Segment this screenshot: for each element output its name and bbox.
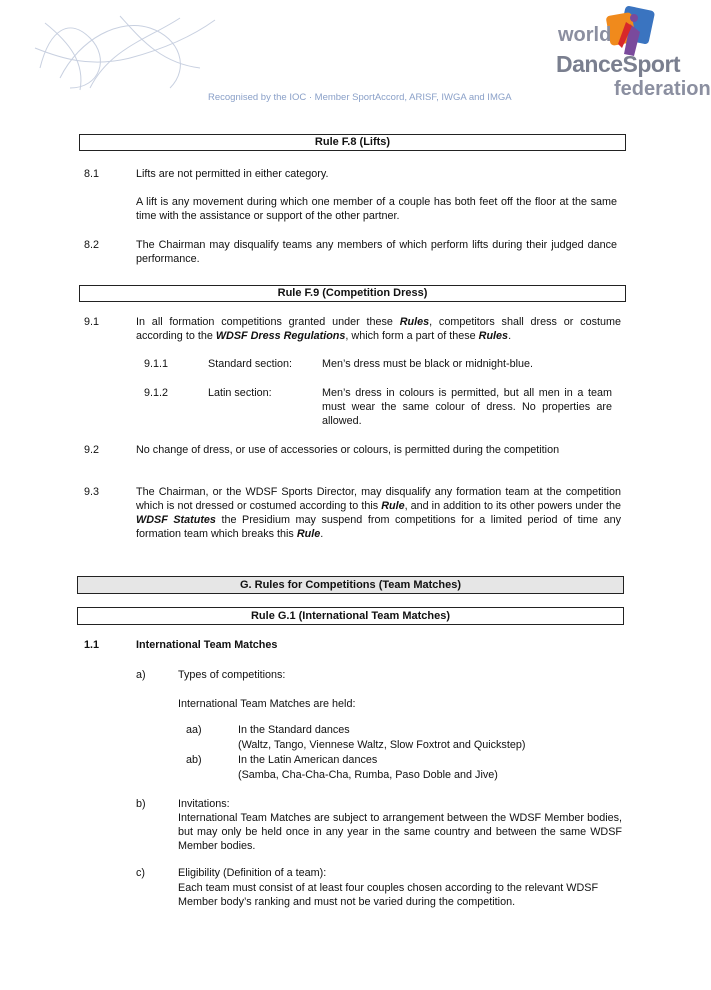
- para-9-1-text: In all formation competitions granted under these Rules, competitors shall dress or costume according to the WDSF Dress Regulations, which form a part of these Rules.: [136, 316, 621, 342]
- item-aa-line2: (Waltz, Tango, Viennese Waltz, Slow Foxtrot and Quickstep): [238, 739, 526, 751]
- item-ab-label: ab): [186, 754, 202, 766]
- logo-text-federation: federation: [614, 78, 711, 100]
- item-b-text: International Team Matches are subject to arrangement between the WDSF Member bodies, but may only be held once in any year in the same country and between the same WDSF Member bodies.: [178, 812, 622, 852]
- item-ab-line1: In the Latin American dances: [238, 754, 378, 766]
- logo-text-world: world: [558, 24, 612, 46]
- para-num-9-1-2: 9.1.2: [144, 387, 169, 399]
- para-8-1-text: Lifts are not permitted in either category.: [136, 168, 329, 180]
- heading-international-team-matches: International Team Matches: [136, 639, 278, 651]
- item-b-label: b): [136, 798, 146, 810]
- para-num-9-1-1: 9.1.1: [144, 358, 169, 370]
- para-8-2-text: The Chairman may disqualify teams any members of which perform lifts during their judged dance performance.: [136, 239, 617, 265]
- standard-section-text: Men’s dress must be black or midnight-blue.: [322, 358, 534, 370]
- item-a-label: a): [136, 669, 146, 681]
- item-b-title: Invitations:: [178, 798, 230, 810]
- item-aa-line1: In the Standard dances: [238, 724, 350, 736]
- latin-section-text: Men’s dress in colours is permitted, but all men in a team must wear the same colour of dress. No properties are allowed.: [322, 387, 612, 427]
- item-c-label: c): [136, 867, 145, 879]
- logo-text-dancesport: DanceSport: [556, 51, 681, 77]
- para-8-1-definition: A lift is any movement during which one member of a couple has both feet off the floor at the same time with the assistance or support of the other partner.: [136, 196, 617, 222]
- para-num-9-3: 9.3: [84, 486, 100, 498]
- item-a-intro: International Team Matches are held:: [178, 698, 356, 710]
- header-line-art: [30, 8, 220, 93]
- header-tagline: Recognised by the IOC · Member SportAccord, ARISF, IWGA and IMGA: [208, 92, 512, 103]
- section-g-title: G. Rules for Competitions (Team Matches): [77, 576, 624, 594]
- para-num-8-1: 8.1: [84, 168, 100, 180]
- wdsf-logo: [556, 4, 711, 104]
- para-9-2-text: No change of dress, or use of accessories or colours, is permitted during the competition: [136, 444, 560, 456]
- item-ab-line2: (Samba, Cha-Cha-Cha, Rumba, Paso Doble and Jive): [238, 769, 498, 781]
- item-c-title: Eligibility (Definition of a team):: [178, 867, 327, 879]
- item-aa-label: aa): [186, 724, 202, 736]
- para-num-8-2: 8.2: [84, 239, 100, 251]
- rule-g1-title: Rule G.1 (International Team Matches): [77, 607, 624, 625]
- para-num-9-2: 9.2: [84, 444, 100, 456]
- item-c-text: Each team must consist of at least four couples chosen according to the relevant WDSF Member body’s ranking and must not be varied during the competition.: [178, 882, 599, 908]
- para-9-3-text: The Chairman, or the WDSF Sports Director, may disqualify any formation team at the competition which is not dressed or costumed according to this Rule, and in addition to its other powers under the WDSF Statutes the Presidium may suspend from competitions for a limited period of time any formation team which breaks this Rule.: [136, 486, 621, 540]
- latin-section-label: Latin section:: [208, 387, 272, 399]
- para-num-9-1: 9.1: [84, 316, 100, 328]
- rule-f8-title: Rule F.8 (Lifts): [79, 134, 626, 151]
- item-a-text: Types of competitions:: [178, 669, 286, 681]
- standard-section-label: Standard section:: [208, 358, 293, 370]
- heading-num-1-1: 1.1: [84, 639, 100, 651]
- rule-f9-title: Rule F.9 (Competition Dress): [79, 285, 626, 302]
